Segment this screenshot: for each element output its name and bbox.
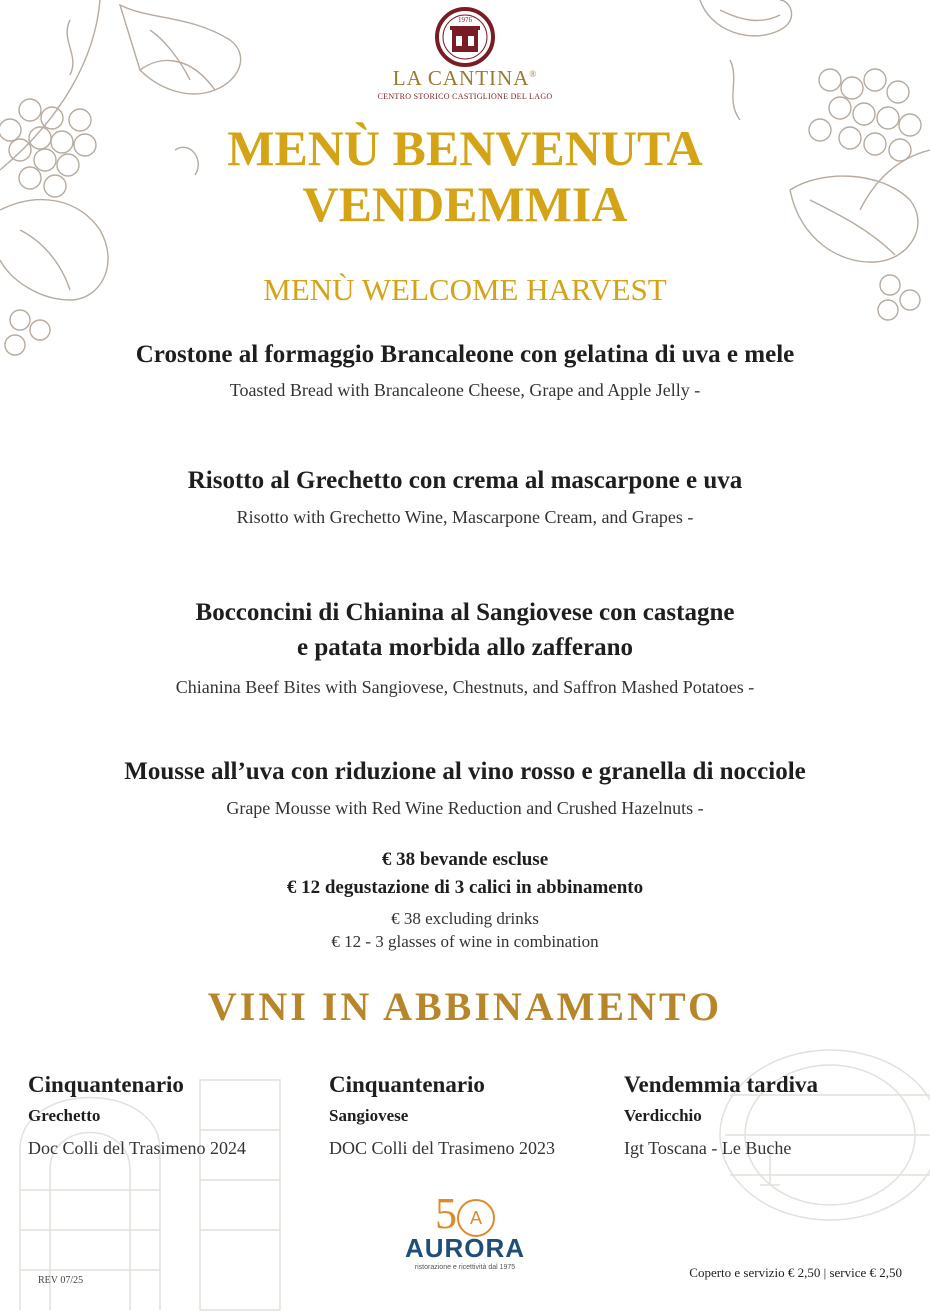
dish-1-translation: Toasted Bread with Brancaleone Cheese, Grape and Apple Jelly - (229, 380, 701, 400)
cantina-logo (0, 6, 930, 72)
wine-1-denomination: Doc Colli del Trasimeno 2024 (28, 1138, 247, 1158)
wine-2-name: Cinquantenario (329, 1072, 485, 1097)
wine-2 (329, 1072, 555, 1159)
wine-3-name: Vendemmia tardiva (624, 1072, 819, 1097)
aurora-tagline: ristorazione e ricettività dal 1975 (414, 1263, 516, 1271)
wine-3-grape: Verdicchio (624, 1106, 702, 1125)
wine-1 (28, 1072, 246, 1159)
logo-year: 1976 (458, 16, 472, 24)
revision-label: REV 07/25 (38, 1275, 84, 1286)
dish-3-name-line1: Bocconcini di Chianina al Sangiovese con castagne (195, 599, 735, 626)
price-translation-1: € 38 excluding drinks (391, 909, 539, 928)
aurora-name: AURORA (404, 1232, 526, 1263)
dish-1-name: Crostone al formaggio Brancaleone con gelatina di uva e mele (135, 341, 795, 368)
dish-3-name-line2: e patata morbida allo zafferano (296, 634, 634, 661)
wine-1-grape: Grechetto (28, 1106, 101, 1125)
registered-mark: ® (529, 69, 538, 79)
price-line-1: € 38 bevande escluse (381, 849, 549, 870)
wine-2-grape: Sangiovese (329, 1106, 409, 1125)
aurora-emblem (0, 1189, 930, 1238)
aurora-number-5: 5 (435, 1189, 457, 1238)
menu-title-line2: VENDEMMIA (302, 176, 628, 232)
wines-title: VINI IN ABBINAMENTO (207, 984, 723, 1029)
dish-4-translation: Grape Mousse with Red Wine Reduction and Crushed Hazelnuts - (226, 798, 704, 818)
dish-4-name: Mousse all’uva con riduzione al vino rosso e granella di nocciole (124, 758, 806, 785)
wine-3 (624, 1072, 818, 1159)
price-translation-2: € 12 - 3 glasses of wine in combination (331, 932, 599, 951)
brand-name-text: LA CANTINA (392, 66, 530, 90)
wine-1-name: Cinquantenario (28, 1072, 184, 1097)
menu-subtitle: MENÙ WELCOME HARVEST (263, 272, 667, 307)
aurora-letter-circle: A (457, 1199, 495, 1237)
dish-2-translation: Risotto with Grechetto Wine, Mascarpone Cream, and Grapes - (236, 507, 694, 527)
aurora-logo (0, 1189, 930, 1271)
dish-3-translation: Chianina Beef Bites with Sangiovese, Chestnuts, and Saffron Mashed Potatoes - (175, 677, 755, 697)
price-line-2: € 12 degustazione di 3 calici in abbinamento (286, 877, 644, 898)
cover-charge: Coperto e servizio € 2,50 | service € 2,50 (689, 1265, 902, 1280)
wine-3-denomination: Igt Toscana - Le Buche (624, 1138, 792, 1158)
brand-name (0, 66, 930, 91)
brand-subtitle: CENTRO STORICO CASTIGLIONE DEL LAGO (377, 92, 553, 101)
dish-2-name: Risotto al Grechetto con crema al mascarpone e uva (187, 467, 743, 494)
menu-title-line1: MENÙ BENVENUTA (227, 120, 703, 176)
wine-2-denomination: DOC Colli del Trasimeno 2023 (329, 1138, 556, 1158)
